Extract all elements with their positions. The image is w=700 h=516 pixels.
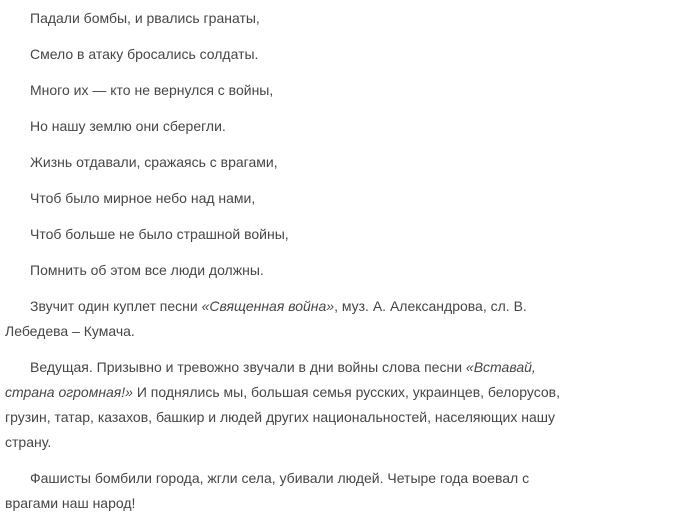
verse-line-5 bbox=[5, 150, 692, 175]
text-line bbox=[5, 150, 692, 175]
verse-line-1 bbox=[5, 6, 692, 31]
text-line bbox=[5, 114, 692, 139]
text-segment: Жизнь отдавали, сражаясь с врагами, bbox=[30, 154, 278, 170]
text-segment: врагами наш народ! bbox=[5, 495, 136, 511]
text-line bbox=[5, 258, 692, 283]
text-line bbox=[5, 380, 692, 405]
text-segment: Чтоб больше не было страшной войны, bbox=[30, 226, 289, 242]
text-segment: Но нашу землю они сберегли. bbox=[30, 118, 226, 134]
text-line bbox=[5, 466, 692, 491]
text-line bbox=[5, 42, 692, 67]
text-segment: Ведущая. Призывно и тревожно звучали в дни войны слова песни bbox=[30, 359, 466, 375]
text-line bbox=[5, 355, 692, 380]
text-segment: грузин, татар, казахов, башкир и людей других национальностей, населяющих нашу bbox=[5, 409, 555, 425]
text-line bbox=[5, 319, 692, 344]
italic-text-segment: страна огромная!» bbox=[5, 384, 133, 400]
text-line bbox=[5, 222, 692, 247]
text-segment: Помнить об этом все люди должны. bbox=[30, 262, 264, 278]
text-segment: Фашисты бомбили города, жгли села, убивали людей. Четыре года воевал с bbox=[30, 470, 530, 486]
verse-line-8 bbox=[5, 258, 692, 283]
text-segment: Чтоб было мирное небо над нами, bbox=[30, 190, 256, 206]
text-line bbox=[5, 405, 692, 430]
text-line bbox=[5, 186, 692, 211]
verse-line-7 bbox=[5, 222, 692, 247]
italic-text-segment: «Священная война» bbox=[201, 298, 335, 314]
text-line bbox=[5, 78, 692, 103]
text-segment: И поднялись мы, большая семья русских, украинцев, белорусов, bbox=[132, 384, 560, 400]
text-line bbox=[5, 294, 692, 319]
verse-line-2 bbox=[5, 42, 692, 67]
text-line bbox=[5, 491, 692, 516]
text-line bbox=[5, 430, 692, 455]
text-segment: Лебедева – Кумача. bbox=[5, 323, 135, 339]
verse-line-4 bbox=[5, 114, 692, 139]
text-segment: Много их — кто не вернулся с войны, bbox=[30, 82, 274, 98]
text-segment: Звучит один куплет песни bbox=[30, 298, 202, 314]
text-segment: Падали бомбы, и рвались гранаты, bbox=[30, 10, 260, 26]
verse-line-3 bbox=[5, 78, 692, 103]
verse-line-6 bbox=[5, 186, 692, 211]
text-segment: Смело в атаку бросались солдаты. bbox=[30, 46, 259, 62]
text-segment: , муз. А. Александрова, сл. В. bbox=[334, 298, 527, 314]
text-segment: страну. bbox=[5, 434, 52, 450]
text-line bbox=[5, 6, 692, 31]
stage-direction-song bbox=[5, 294, 692, 344]
host-speech-1 bbox=[5, 355, 692, 455]
italic-text-segment: «Вставай, bbox=[465, 359, 536, 375]
host-speech-2 bbox=[5, 466, 692, 516]
